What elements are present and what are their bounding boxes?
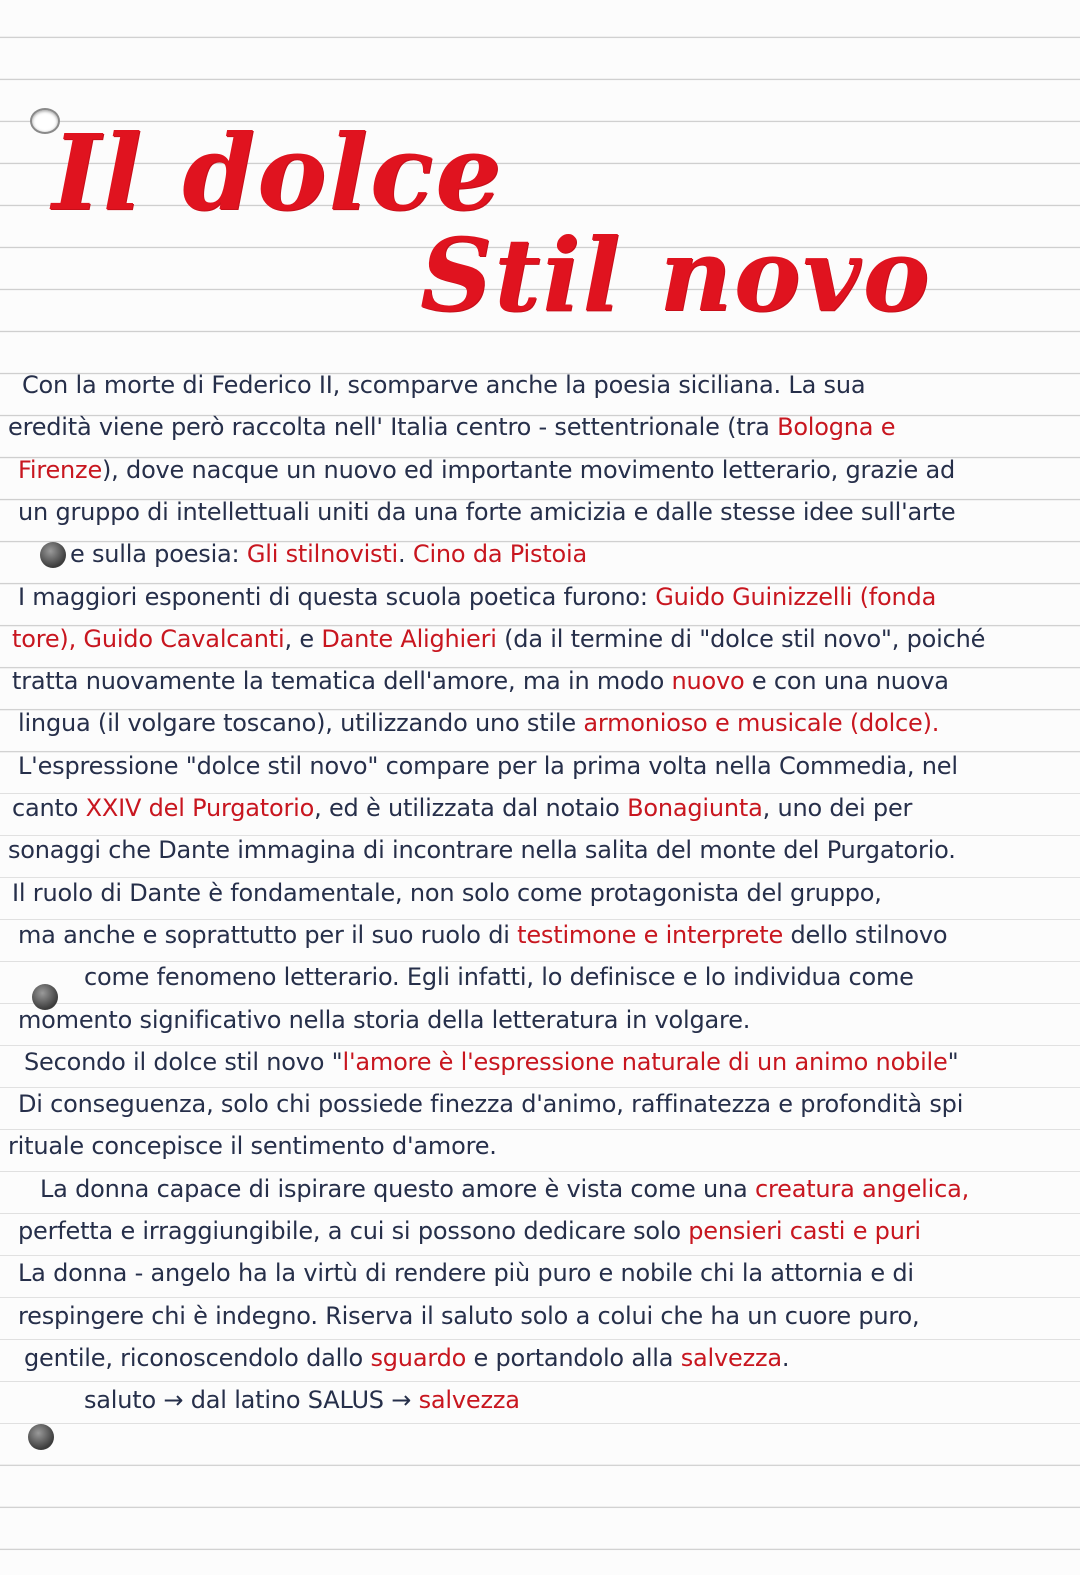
note-line [12,660,949,702]
note-line [18,702,939,744]
note-line [18,1083,963,1125]
note-text: Di conseguenza, solo chi possiede finezza d'animo, raffinatezza e profondità spi [18,1090,964,1119]
note-text: Secondo il dolce stil novo " [24,1047,343,1076]
note-text: ), dove nacque un nuovo ed importante movimento letterario, grazie ad [102,455,956,484]
highlighted-text: XXIV del Purgatorio [85,794,315,822]
note-text: canto [12,794,86,822]
punch-hole [28,1424,54,1450]
note-line [18,914,947,956]
note-line [12,787,912,829]
note-text: La donna capace di ispirare questo amore è vista come una [40,1174,755,1203]
note-text: (da il termine di "dolce stil novo", poiché [496,624,986,653]
highlighted-text: salvezza [418,1386,520,1415]
note-text: e sulla poesia: [70,540,247,569]
highlighted-text: Gli stilnovisti [246,540,399,569]
note-text: lingua (il volgare toscano), utilizzando uno stile [18,709,584,738]
note-line [18,449,955,491]
title-line-2: Stil novo [420,216,932,334]
note-line [12,618,985,660]
note-text: Il ruolo di Dante è fondamentale, non solo come protagonista del gruppo, [12,878,882,907]
note-text: e portandolo alla [466,1343,681,1372]
note-text: saluto → dal latino SALUS → [84,1386,419,1415]
highlighted-text: salvezza [680,1343,782,1372]
note-text: I maggiori esponenti di questa scuola poetica furono: [18,582,656,611]
note-text: " [947,1047,959,1076]
note-text: dello stilnovo [783,920,948,949]
note-line [8,406,895,448]
note-line [18,1252,914,1294]
highlighted-text: Bologna e [777,413,896,442]
note-line [18,576,936,618]
note-text: . [781,1343,790,1372]
note-line [22,364,865,406]
highlighted-text: Dante Alighieri [321,624,497,653]
note-line [40,1168,969,1210]
note-line [12,872,882,914]
note-line [8,1125,497,1167]
note-text: , uno dei per [762,794,913,822]
note-text: e con una nuova [744,667,949,696]
note-text: gentile, riconoscendolo dallo [24,1343,371,1372]
note-text: tratta nuovamente la tematica dell'amore, ma in modo [12,667,672,696]
note-text: . [398,540,413,569]
note-text: L'espressione "dolce stil novo" compare per la prima volta nella Commedia, nel [18,751,958,780]
highlighted-text: Cino da Pistoia [412,540,587,569]
note-line [18,999,750,1041]
highlighted-text: Firenze [18,455,103,484]
highlighted-text: tore), Guido Cavalcanti [12,624,285,653]
note-text: La donna - angelo ha la virtù di rendere più puro e nobile chi la attornia e di [18,1259,914,1288]
highlighted-text: nuovo [671,667,745,696]
note-line [70,533,587,575]
note-text: come fenomeno letterario. Egli infatti, lo definisce e lo individua come [84,963,914,992]
note-text: respingere chi è indegno. Riserva il saluto solo a colui che ha un cuore puro, [18,1301,920,1330]
highlighted-text: pensieri casti e puri [688,1217,921,1245]
note-text: sonaggi che Dante immagina di incontrare nella salita del monte del Purgatorio. [8,836,956,865]
highlighted-text: armonioso e musicale (dolce). [583,709,940,738]
highlighted-text: sguardo [370,1343,467,1372]
highlighted-text: Guido Guinizzelli (fonda [655,582,937,611]
note-text: perfetta e irraggiungibile, a cui si possono dedicare solo [18,1217,689,1245]
highlighted-text: Bonagiunta [627,794,763,822]
note-line [18,491,956,533]
note-text: un gruppo di intellettuali uniti da una forte amicizia e dalle stesse idee sull'arte [18,497,956,526]
note-text: Con la morte di Federico II, scomparve anche la poesia siciliana. La sua [22,371,866,399]
note-text: momento significativo nella storia della letteratura in volgare. [18,1005,751,1034]
note-line [24,1337,789,1379]
highlighted-text: testimone e interprete [517,920,784,949]
highlighted-text: l'amore è l'espressione naturale di un animo nobile [342,1047,948,1076]
note-line [18,745,958,787]
note-line [84,956,914,998]
note-text: ma anche e soprattutto per il suo ruolo di [18,920,518,949]
note-text: , e [284,624,322,653]
note-text: rituale concepisce il sentimento d'amore. [8,1132,497,1161]
note-text: , ed è utilizzata dal notaio [314,794,628,822]
note-line [18,1210,921,1252]
note-line [8,829,956,871]
note-line [18,1295,919,1337]
note-line [84,1379,520,1421]
highlighted-text: creatura angelica, [755,1174,970,1203]
punch-hole [40,542,66,568]
note-line [24,1041,958,1083]
title-line-1: Il dolce [52,111,504,234]
note-text: eredità viene però raccolta nell' Italia centro - settentrionale (tra [8,413,778,442]
